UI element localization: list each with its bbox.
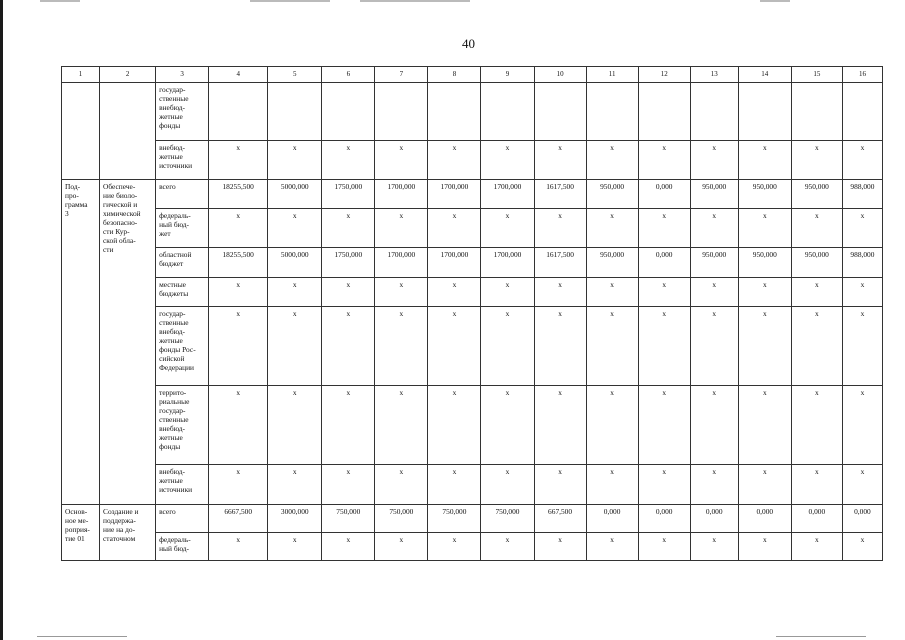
value-cell: x bbox=[534, 533, 586, 561]
funding-source-cell: федераль- ный бюд- bbox=[156, 533, 209, 561]
value-cell: 0,000 bbox=[586, 505, 638, 533]
value-cell: 1700,000 bbox=[481, 180, 534, 209]
value-cell: 950,000 bbox=[791, 180, 842, 209]
column-header: 7 bbox=[375, 67, 428, 83]
value-cell: x bbox=[481, 209, 534, 248]
column-header: 11 bbox=[586, 67, 638, 83]
value-cell: 750,000 bbox=[481, 505, 534, 533]
value-cell: x bbox=[690, 533, 738, 561]
value-cell: x bbox=[586, 465, 638, 505]
value-cell: 950,000 bbox=[586, 180, 638, 209]
value-cell: x bbox=[428, 209, 481, 248]
value-cell: x bbox=[586, 533, 638, 561]
funding-source-cell: террито- риальные государ- ственные внебюд- жетные фонды bbox=[156, 386, 209, 465]
value-cell: x bbox=[586, 386, 638, 465]
value-cell: x bbox=[209, 278, 268, 307]
funding-source-cell: внебюд- жетные источники bbox=[156, 141, 209, 180]
value-cell bbox=[690, 83, 738, 141]
funding-source-cell: государ- ственные внебюд- жетные фонды Рос- сийской Федерации bbox=[156, 307, 209, 386]
value-cell: x bbox=[268, 278, 322, 307]
value-cell: x bbox=[209, 533, 268, 561]
value-cell bbox=[791, 83, 842, 141]
value-cell: x bbox=[738, 465, 791, 505]
scan-edge bbox=[0, 0, 3, 640]
funding-source-cell: внебюд- жетные источники bbox=[156, 465, 209, 505]
value-cell: 1700,000 bbox=[481, 248, 534, 278]
value-cell bbox=[322, 83, 375, 141]
value-cell: 750,000 bbox=[375, 505, 428, 533]
value-cell: 950,000 bbox=[586, 248, 638, 278]
table-row bbox=[62, 465, 883, 505]
value-cell: x bbox=[481, 307, 534, 386]
value-cell: 3000,000 bbox=[268, 505, 322, 533]
value-cell: x bbox=[842, 307, 882, 386]
value-cell: x bbox=[638, 465, 690, 505]
value-cell: x bbox=[322, 209, 375, 248]
value-cell: x bbox=[322, 533, 375, 561]
value-cell bbox=[638, 83, 690, 141]
program-cell: Под- про- грамма 3 bbox=[62, 180, 100, 505]
program-cell: Основ- ное ме- роприя- тие 01 bbox=[62, 505, 100, 561]
value-cell: x bbox=[534, 278, 586, 307]
budget-table-body bbox=[62, 67, 883, 561]
value-cell: 667,500 bbox=[534, 505, 586, 533]
value-cell: 0,000 bbox=[738, 505, 791, 533]
scan-bottom-line-left bbox=[37, 636, 127, 637]
column-header: 6 bbox=[322, 67, 375, 83]
page-number: 40 bbox=[462, 36, 475, 51]
value-cell: x bbox=[481, 533, 534, 561]
value-cell: x bbox=[791, 465, 842, 505]
value-cell: x bbox=[842, 386, 882, 465]
funding-source-cell: государ- ственные внебюд- жетные фонды bbox=[156, 83, 209, 141]
value-cell: x bbox=[322, 278, 375, 307]
value-cell: x bbox=[209, 465, 268, 505]
value-cell: x bbox=[428, 386, 481, 465]
value-cell: x bbox=[375, 209, 428, 248]
value-cell: 950,000 bbox=[690, 180, 738, 209]
value-cell: x bbox=[375, 278, 428, 307]
value-cell: x bbox=[268, 307, 322, 386]
value-cell: x bbox=[791, 307, 842, 386]
value-cell bbox=[428, 83, 481, 141]
value-cell: x bbox=[842, 141, 882, 180]
value-cell: x bbox=[375, 533, 428, 561]
value-cell: 988,000 bbox=[842, 180, 882, 209]
value-cell: x bbox=[638, 141, 690, 180]
value-cell: x bbox=[842, 209, 882, 248]
program-cell bbox=[62, 83, 100, 180]
value-cell: x bbox=[534, 465, 586, 505]
value-cell: x bbox=[534, 141, 586, 180]
value-cell: x bbox=[690, 141, 738, 180]
value-cell: x bbox=[268, 533, 322, 561]
column-header: 9 bbox=[481, 67, 534, 83]
value-cell bbox=[481, 83, 534, 141]
program-title-cell: Создание и поддержа- ние на до- статочном bbox=[100, 505, 156, 561]
value-cell: 1700,000 bbox=[375, 248, 428, 278]
value-cell: x bbox=[738, 209, 791, 248]
value-cell: 950,000 bbox=[791, 248, 842, 278]
table-row bbox=[62, 180, 883, 209]
value-cell: x bbox=[322, 465, 375, 505]
column-header: 8 bbox=[428, 67, 481, 83]
value-cell: x bbox=[428, 141, 481, 180]
value-cell: 0,000 bbox=[638, 248, 690, 278]
value-cell: x bbox=[690, 307, 738, 386]
value-cell: x bbox=[586, 307, 638, 386]
value-cell bbox=[586, 83, 638, 141]
value-cell bbox=[268, 83, 322, 141]
value-cell: 18255,500 bbox=[209, 180, 268, 209]
budget-table bbox=[61, 66, 883, 561]
value-cell: 1700,000 bbox=[428, 248, 481, 278]
value-cell: 1617,500 bbox=[534, 180, 586, 209]
value-cell: 18255,500 bbox=[209, 248, 268, 278]
funding-source-cell: всего bbox=[156, 180, 209, 209]
value-cell: x bbox=[428, 533, 481, 561]
value-cell: 1750,000 bbox=[322, 180, 375, 209]
value-cell: x bbox=[638, 278, 690, 307]
value-cell: x bbox=[481, 141, 534, 180]
value-cell: x bbox=[209, 307, 268, 386]
value-cell: x bbox=[738, 307, 791, 386]
value-cell: x bbox=[268, 141, 322, 180]
value-cell: 1617,500 bbox=[534, 248, 586, 278]
column-header: 5 bbox=[268, 67, 322, 83]
table-row bbox=[62, 141, 883, 180]
value-cell: x bbox=[428, 278, 481, 307]
value-cell: x bbox=[638, 209, 690, 248]
value-cell: x bbox=[209, 386, 268, 465]
value-cell bbox=[375, 83, 428, 141]
table-row bbox=[62, 386, 883, 465]
value-cell: x bbox=[322, 386, 375, 465]
value-cell: x bbox=[791, 141, 842, 180]
column-header: 15 bbox=[791, 67, 842, 83]
column-header: 16 bbox=[842, 67, 882, 83]
value-cell: x bbox=[322, 141, 375, 180]
value-cell: x bbox=[586, 141, 638, 180]
table-row bbox=[62, 209, 883, 248]
value-cell: x bbox=[375, 141, 428, 180]
value-cell: x bbox=[690, 278, 738, 307]
value-cell: 5000,000 bbox=[268, 180, 322, 209]
column-header: 2 bbox=[100, 67, 156, 83]
value-cell: x bbox=[842, 533, 882, 561]
program-title-cell: Обеспече- ние биоло- гической и химической безопасно- сти Кур- ской обла- сти bbox=[100, 180, 156, 505]
value-cell: x bbox=[322, 307, 375, 386]
value-cell: x bbox=[375, 386, 428, 465]
table-row bbox=[62, 83, 883, 141]
value-cell: x bbox=[791, 533, 842, 561]
value-cell: 750,000 bbox=[428, 505, 481, 533]
value-cell: x bbox=[375, 307, 428, 386]
table-row bbox=[62, 533, 883, 561]
value-cell: 0,000 bbox=[638, 505, 690, 533]
scan-bottom-line-right bbox=[776, 636, 866, 637]
value-cell: 0,000 bbox=[638, 180, 690, 209]
funding-source-cell: местные бюджеты bbox=[156, 278, 209, 307]
column-header: 1 bbox=[62, 67, 100, 83]
value-cell: x bbox=[791, 278, 842, 307]
value-cell: x bbox=[428, 465, 481, 505]
value-cell: x bbox=[268, 465, 322, 505]
funding-source-cell: областной бюджет bbox=[156, 248, 209, 278]
value-cell: 950,000 bbox=[738, 248, 791, 278]
value-cell: x bbox=[534, 307, 586, 386]
value-cell: 0,000 bbox=[842, 505, 882, 533]
column-header: 12 bbox=[638, 67, 690, 83]
value-cell: x bbox=[842, 465, 882, 505]
value-cell: 5000,000 bbox=[268, 248, 322, 278]
table-row bbox=[62, 248, 883, 278]
value-cell: x bbox=[534, 386, 586, 465]
value-cell: x bbox=[209, 209, 268, 248]
value-cell: x bbox=[586, 209, 638, 248]
column-header: 4 bbox=[209, 67, 268, 83]
value-cell: 1700,000 bbox=[428, 180, 481, 209]
value-cell: x bbox=[638, 533, 690, 561]
program-title-cell bbox=[100, 83, 156, 180]
value-cell: x bbox=[738, 278, 791, 307]
value-cell: x bbox=[738, 533, 791, 561]
value-cell: x bbox=[738, 141, 791, 180]
value-cell: 0,000 bbox=[690, 505, 738, 533]
value-cell: x bbox=[481, 465, 534, 505]
value-cell: 1750,000 bbox=[322, 248, 375, 278]
value-cell: x bbox=[375, 465, 428, 505]
scan-top-strip bbox=[0, 0, 905, 2]
value-cell: x bbox=[738, 386, 791, 465]
value-cell: x bbox=[428, 307, 481, 386]
column-header: 3 bbox=[156, 67, 209, 83]
value-cell: x bbox=[842, 278, 882, 307]
table-row bbox=[62, 307, 883, 386]
funding-source-cell: всего bbox=[156, 505, 209, 533]
value-cell: x bbox=[791, 209, 842, 248]
column-header: 14 bbox=[738, 67, 791, 83]
column-header: 10 bbox=[534, 67, 586, 83]
value-cell: x bbox=[690, 209, 738, 248]
value-cell: 1700,000 bbox=[375, 180, 428, 209]
value-cell: 950,000 bbox=[738, 180, 791, 209]
header-row bbox=[62, 67, 883, 83]
value-cell: 750,000 bbox=[322, 505, 375, 533]
table-row bbox=[62, 505, 883, 533]
value-cell: x bbox=[638, 307, 690, 386]
value-cell bbox=[842, 83, 882, 141]
value-cell bbox=[738, 83, 791, 141]
value-cell: x bbox=[209, 141, 268, 180]
value-cell: x bbox=[481, 278, 534, 307]
value-cell: x bbox=[690, 386, 738, 465]
value-cell: x bbox=[534, 209, 586, 248]
value-cell: x bbox=[586, 278, 638, 307]
value-cell: x bbox=[268, 209, 322, 248]
value-cell: x bbox=[481, 386, 534, 465]
value-cell: x bbox=[791, 386, 842, 465]
value-cell: 988,000 bbox=[842, 248, 882, 278]
column-header: 13 bbox=[690, 67, 738, 83]
value-cell: 6667,500 bbox=[209, 505, 268, 533]
value-cell: 950,000 bbox=[690, 248, 738, 278]
value-cell bbox=[209, 83, 268, 141]
value-cell: x bbox=[268, 386, 322, 465]
funding-source-cell: федераль- ный бюд- жет bbox=[156, 209, 209, 248]
value-cell: x bbox=[638, 386, 690, 465]
value-cell: x bbox=[690, 465, 738, 505]
value-cell bbox=[534, 83, 586, 141]
value-cell: 0,000 bbox=[791, 505, 842, 533]
table-row bbox=[62, 278, 883, 307]
